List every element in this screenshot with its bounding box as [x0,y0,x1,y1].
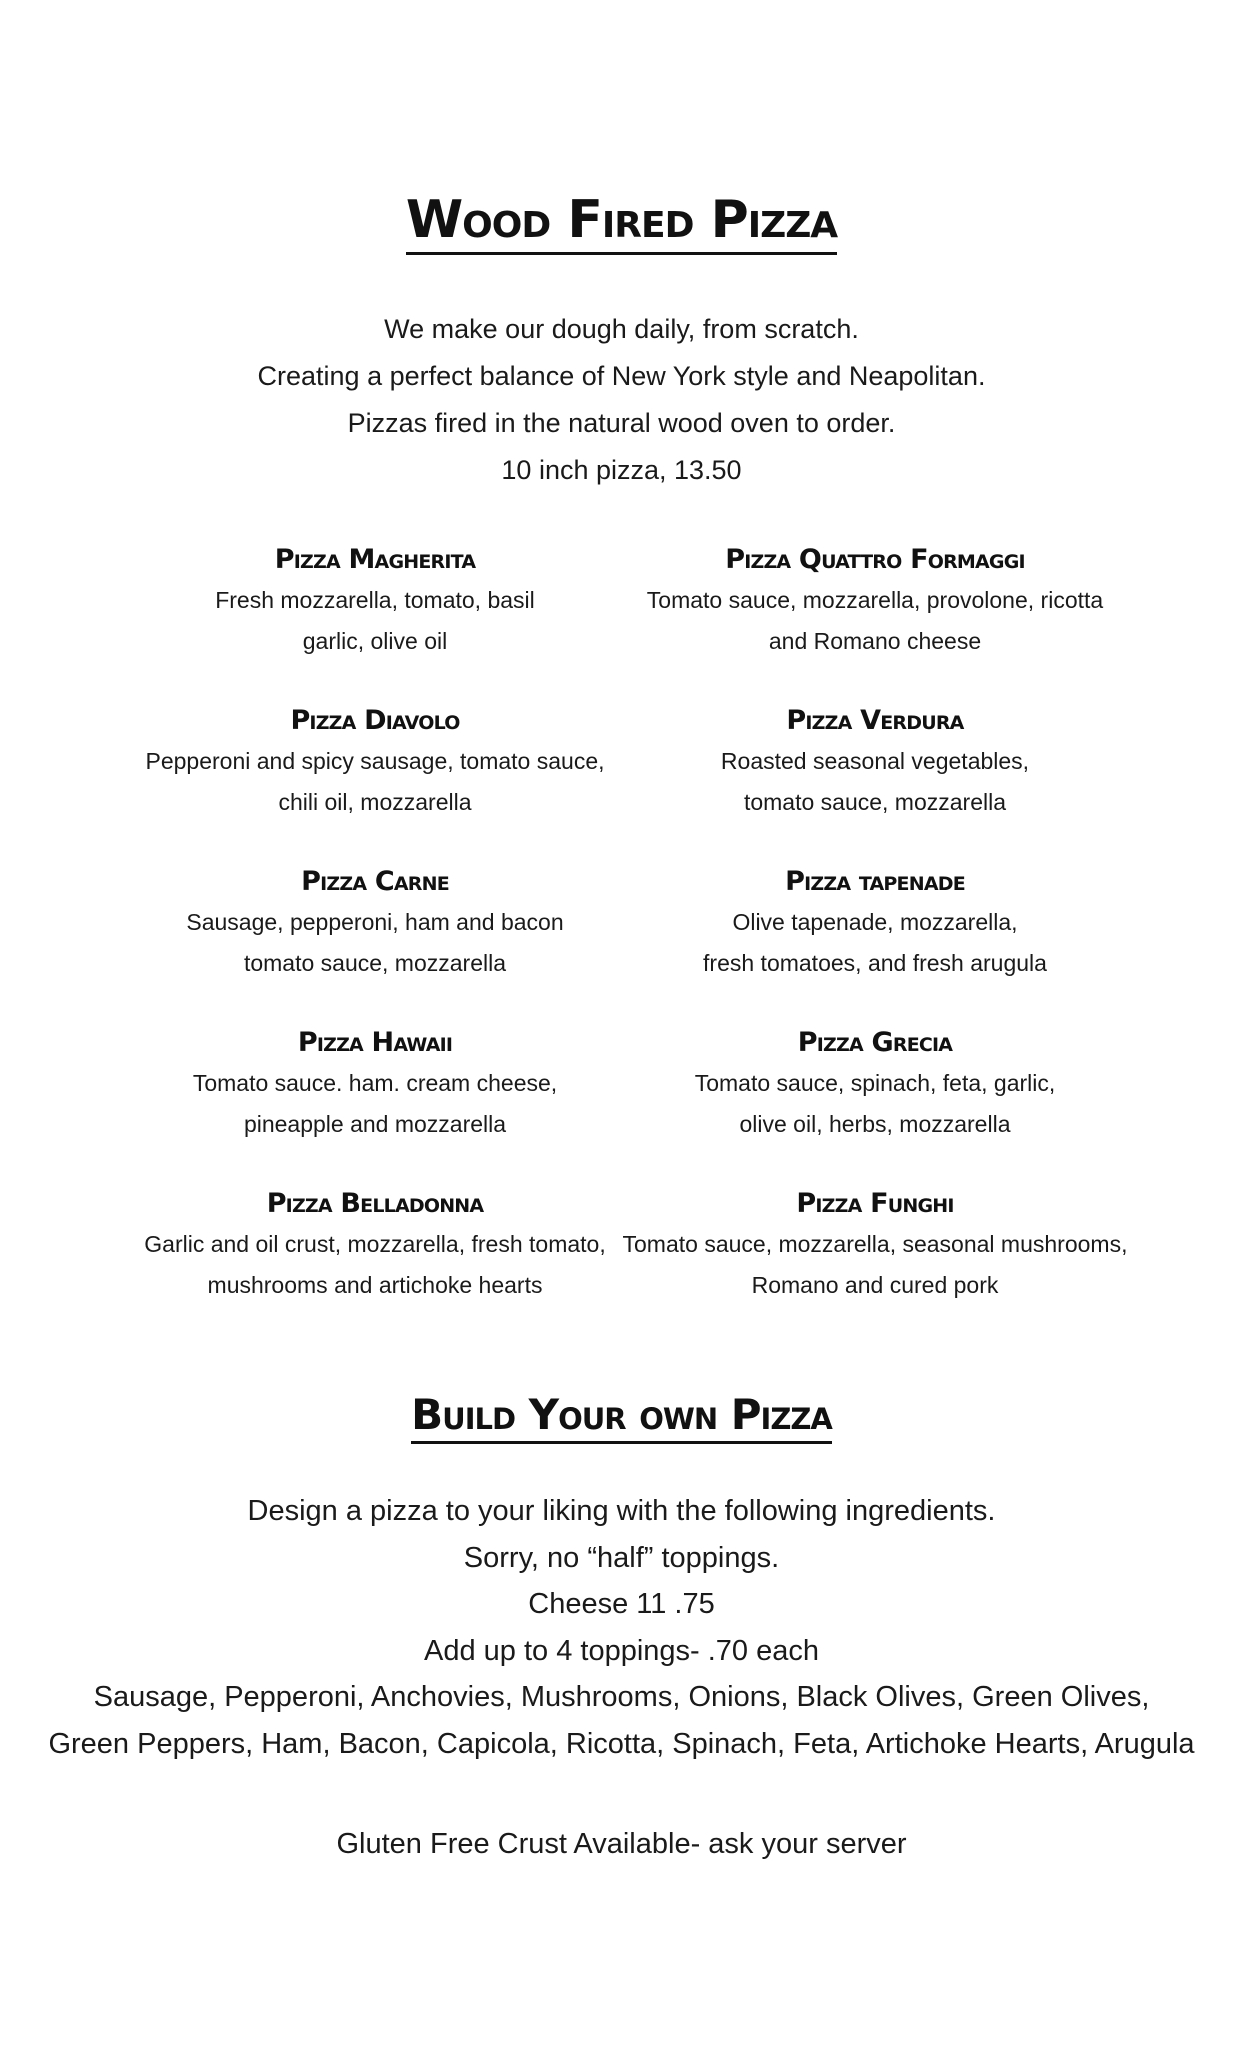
menu-item-description [95,1063,655,1145]
description-line: olive oil, herbs, mozzarella [739,1111,1011,1137]
toppings-list-line: Green Peppers, Ham, Bacon, Capicola, Ricotta, Spinach, Feta, Artichoke Hearts, Arugula [48,1727,1195,1760]
menu-item [95,1184,655,1345]
menu-item-name: Pizza Quattro Formaggi [725,544,1025,575]
description-line: Tomato sauce, spinach, feta, garlic, [694,1070,1056,1096]
description-line: Garlic and oil crust, mozzarella, fresh tomato, [144,1231,606,1257]
wood-fired-pizza-heading [0,190,1243,250]
description-line: fresh tomatoes, and fresh arugula [703,950,1047,976]
build-line: Design a pizza to your liking with the following ingredients. [247,1495,996,1527]
menu-item-name: Pizza Belladonna [266,1188,484,1219]
build-line: Sorry, no “half” toppings. [463,1541,780,1574]
menu-item-description [595,902,1155,984]
menu-item [95,1023,655,1184]
description-line: tomato sauce, mozzarella [743,789,1007,815]
menu-item [595,701,1155,862]
cheese-price-line: Cheese 11 .75 [528,1588,715,1620]
description-line: Sausage, pepperoni, ham and bacon [186,909,564,935]
description-line: and Romano cheese [768,628,982,654]
menu-item [95,862,655,1023]
menu-item-name: Pizza Funghi [796,1188,954,1219]
description-line: Tomato sauce, mozzarella, provolone, ricotta [646,587,1104,613]
description-line: Olive tapenade, mozzarella, [732,909,1018,935]
gluten-free-line: Gluten Free Crust Available- ask your server [336,1828,907,1860]
intro-line: Pizzas fired in the natural wood oven to order. [347,408,896,438]
build-your-own-heading [0,1390,1243,1439]
description-line: mushrooms and artichoke hearts [207,1272,543,1298]
menu-item-description [595,1224,1155,1306]
intro-price-line: 10 inch pizza, 13.50 [501,455,742,485]
menu-item [595,540,1155,701]
description-line: tomato sauce, mozzarella [243,950,507,976]
menu-column-right [595,540,1155,1345]
description-line: garlic, olive oil [302,628,448,654]
wood-fired-intro [0,306,1243,494]
build-your-own-description [0,1488,1243,1767]
menu-item-name: Pizza Carne [301,866,449,897]
menu-item-name: Pizza Magherita [274,544,476,575]
menu-item-description [595,741,1155,823]
menu-item-name: Pizza Grecia [797,1027,953,1058]
menu-item-description [95,741,655,823]
description-line: Romano and cured pork [751,1272,999,1298]
description-line: Fresh mozzarella, tomato, basil [215,587,535,613]
menu-item-name: Pizza tapenade [785,866,965,897]
menu-item [595,1184,1155,1345]
description-line: chili oil, mozzarella [278,789,472,815]
menu-item [95,701,655,862]
menu-item [95,540,655,701]
menu-item [595,1023,1155,1184]
menu-item-name: Pizza Verdura [786,705,964,736]
menu-item-description [95,580,655,662]
description-line: Roasted seasonal vegetables, [720,748,1030,774]
toppings-list-line: Sausage, Pepperoni, Anchovies, Mushrooms, Onions, Black Olives, Green Olives, [93,1681,1150,1713]
intro-line: We make our dough daily, from scratch. [384,314,859,344]
menu-item-description [595,1063,1155,1145]
menu-item-description [95,902,655,984]
menu-item-description [595,580,1155,662]
wood-fired-pizza-title: Wood Fired Pizza [406,190,837,255]
toppings-price-line: Add up to 4 toppings- .70 each [423,1634,819,1667]
menu-column-left [95,540,655,1345]
menu-item-description [95,1224,655,1306]
intro-line: Creating a perfect balance of New York style and Neapolitan. [257,361,986,391]
description-line: pineapple and mozzarella [243,1111,507,1137]
description-line: Tomato sauce, mozzarella, seasonal mushrooms, [622,1231,1128,1257]
build-your-own-title: Build Your own Pizza [411,1390,832,1444]
description-line: Tomato sauce. ham. cream cheese, [192,1070,558,1096]
menu-item [595,862,1155,1023]
menu-item-name: Pizza Hawaii [297,1027,453,1058]
gluten-free-note [0,1824,1243,1864]
menu-item-name: Pizza Diavolo [290,705,460,736]
description-line: Pepperoni and spicy sausage, tomato sauce, [145,748,605,774]
